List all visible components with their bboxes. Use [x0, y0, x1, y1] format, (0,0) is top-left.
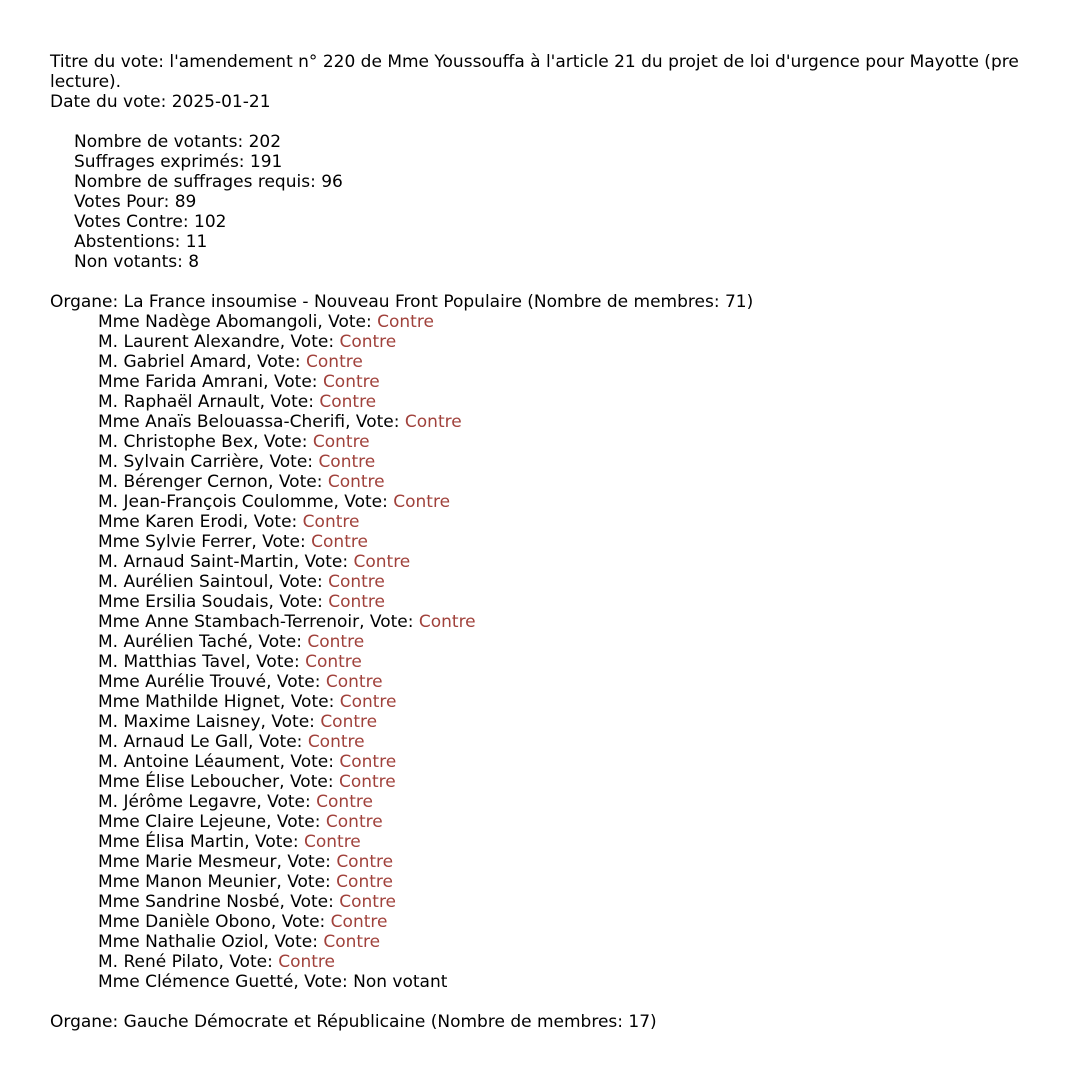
member-name: Mme Anaïs Belouassa-Cherifi: [98, 412, 346, 432]
member-row: [98, 712, 1080, 732]
member-row: [98, 652, 1080, 672]
vote-contre: Contre: [338, 772, 396, 792]
stat-non-votants: Non votants: 8: [74, 252, 200, 272]
vote-contre: Contre: [312, 432, 370, 452]
member-row: [98, 632, 1080, 652]
vote-label: , Vote:: [359, 612, 419, 632]
vote-contre: Contre: [320, 712, 378, 732]
member-row: [98, 492, 1080, 512]
vote-contre: Contre: [306, 352, 363, 372]
vote-label: , Vote:: [293, 972, 354, 992]
vote-contre: Contre: [336, 872, 393, 892]
member-row: [98, 912, 1080, 932]
vote-label: , Vote:: [259, 392, 320, 412]
vote-contre: Contre: [418, 612, 476, 632]
member-name: Mme Clémence Guetté: [98, 972, 294, 992]
member-name: Mme Farida Amrani: [98, 372, 264, 392]
vote-contre: Contre: [303, 832, 361, 852]
vote-label: , Vote:: [266, 672, 326, 692]
organe-section: [50, 1012, 1080, 1032]
member-row: [98, 452, 1080, 472]
vote-title-continuation: lecture).: [50, 72, 122, 92]
vote-label: , Vote:: [251, 532, 312, 552]
vote-date: Date du vote: 2025-01-21: [50, 92, 271, 112]
member-row: [98, 372, 1080, 392]
stat-suffrages-exprimes: Suffrages exprimés: 191: [74, 152, 283, 172]
vote-label: , Vote:: [279, 772, 339, 792]
organe-heading: Organe: La France insoumise - Nouveau Front Populaire (Nombre de membres: 71): [50, 292, 754, 312]
vote-title: Titre du vote: l'amendement n° 220 de Mme Youssouffa à l'article 21 du projet de loi d'urgence pour Mayotte (pre: [50, 52, 1019, 72]
vote-contre: Contre: [377, 312, 434, 332]
member-row: [98, 672, 1080, 692]
member-row: [98, 812, 1080, 832]
member-name: Mme Mathilde Hignet: [98, 692, 280, 712]
vote-label: , Vote:: [266, 812, 326, 832]
member-row: [98, 892, 1080, 912]
vote-label: , Vote:: [276, 872, 337, 892]
vote-contre: Contre: [325, 812, 383, 832]
member-name: M. Arnaud Le Gall: [98, 732, 249, 752]
member-name: M. Jérôme Legavre: [98, 792, 257, 812]
member-name: Mme Marie Mesmeur: [98, 852, 277, 872]
stat-abstentions: Abstentions: 11: [74, 232, 208, 252]
member-name: M. Sylvain Carrière: [98, 452, 259, 472]
vote-label: , Vote:: [246, 352, 307, 372]
organe-list: [50, 292, 1080, 1032]
member-row: [98, 472, 1080, 492]
vote-contre: Contre: [404, 412, 462, 432]
member-name: Mme Élise Leboucher: [98, 772, 280, 792]
vote-contre: Contre: [336, 852, 394, 872]
member-row: [98, 612, 1080, 632]
vote-contre: Contre: [328, 592, 386, 612]
vote-label: , Vote:: [279, 692, 340, 712]
vote-label: , Vote:: [279, 752, 340, 772]
vote-label: , Vote:: [263, 372, 323, 392]
vote-contre: Contre: [325, 672, 383, 692]
member-name: Mme Anne Stambach-Terrenoir: [98, 612, 360, 632]
member-name: Mme Sylvie Ferrer: [98, 532, 252, 552]
member-row: [98, 792, 1080, 812]
organe-heading: Organe: Gauche Démocrate et Républicaine (Nombre de membres: 17): [50, 1012, 657, 1032]
member-row: [98, 772, 1080, 792]
member-list: [50, 312, 1080, 992]
vote-label: , Vote:: [345, 412, 405, 432]
member-name: Mme Élisa Martin: [98, 832, 245, 852]
member-row: [98, 332, 1080, 352]
member-name: M. Bérenger Cernon: [98, 472, 269, 492]
member-name: M. Jean-François Coulomme: [98, 492, 334, 512]
organe-section: [50, 292, 1080, 992]
vote-label: , Vote:: [253, 432, 313, 452]
vote-contre: Contre: [327, 472, 385, 492]
member-row: [98, 932, 1080, 952]
member-name: M. Aurélien Taché: [98, 632, 248, 652]
vote-label: , Vote:: [263, 932, 324, 952]
member-name: Mme Danièle Obono: [98, 912, 271, 932]
vote-contre: Contre: [328, 572, 385, 592]
vote-contre: Contre: [339, 692, 397, 712]
member-name: M. Aurélien Saintoul: [98, 572, 269, 592]
vote-label: , Vote:: [317, 312, 378, 332]
member-row: [98, 732, 1080, 752]
member-name: M. Laurent Alexandre: [98, 332, 280, 352]
vote-contre: Contre: [339, 892, 397, 912]
member-row: [98, 312, 1080, 332]
vote-contre: Contre: [330, 912, 388, 932]
vote-contre: Contre: [278, 952, 336, 972]
vote-label: , Vote:: [258, 452, 319, 472]
vote-contre: Contre: [339, 752, 397, 772]
member-row: [98, 872, 1080, 892]
member-row: [98, 532, 1080, 552]
member-row: [98, 352, 1080, 372]
member-name: M. René Pilato: [98, 952, 219, 972]
member-row: [98, 852, 1080, 872]
vote-contre: Contre: [393, 492, 451, 512]
vote-contre: Contre: [302, 512, 360, 532]
vote-label: , Vote:: [244, 832, 304, 852]
vote-contre: Contre: [307, 632, 365, 652]
member-name: Mme Ersilia Soudais: [98, 592, 269, 612]
member-name: M. Christophe Bex: [98, 432, 254, 452]
vote-label: , Vote:: [268, 472, 328, 492]
member-row: [98, 552, 1080, 572]
member-name: M. Antoine Léaument: [98, 752, 280, 772]
member-name: Mme Nadège Abomangoli: [98, 312, 318, 332]
stat-votes-contre: Votes Contre: 102: [74, 212, 227, 232]
member-name: Mme Aurélie Trouvé: [98, 672, 267, 692]
member-row: [98, 692, 1080, 712]
member-name: M. Maxime Laisney: [98, 712, 261, 732]
vote-label: , Vote:: [268, 572, 329, 592]
vote-label: , Vote:: [256, 792, 317, 812]
stat-votants: Nombre de votants: 202: [74, 132, 282, 152]
member-name: M. Arnaud Saint-Martin: [98, 552, 294, 572]
member-name: M. Gabriel Amard: [98, 352, 247, 372]
member-row: [98, 392, 1080, 412]
member-name: Mme Manon Meunier: [98, 872, 277, 892]
vote-document: [50, 52, 1080, 1032]
member-name: M. Raphaël Arnault: [98, 392, 260, 412]
vote-label: , Vote:: [333, 492, 394, 512]
member-row: [98, 572, 1080, 592]
member-row: [98, 972, 1080, 992]
vote-stats: [50, 132, 1080, 272]
vote-label: , Vote:: [270, 912, 331, 932]
member-name: Mme Nathalie Oziol: [98, 932, 264, 952]
vote-label: , Vote:: [268, 592, 329, 612]
vote-label: , Vote:: [279, 332, 340, 352]
member-name: Mme Claire Lejeune: [98, 812, 267, 832]
member-row: [98, 752, 1080, 772]
vote-contre: Contre: [311, 532, 368, 552]
member-name: Mme Sandrine Nosbé: [98, 892, 280, 912]
vote-contre: Contre: [339, 332, 397, 352]
vote-contre: Contre: [323, 932, 381, 952]
vote-non-votant: Non votant: [353, 972, 448, 992]
vote-contre: Contre: [319, 392, 377, 412]
vote-label: , Vote:: [245, 652, 306, 672]
vote-label: , Vote:: [293, 552, 354, 572]
member-row: [98, 512, 1080, 532]
member-name: M. Matthias Tavel: [98, 652, 246, 672]
vote-contre: Contre: [307, 732, 365, 752]
member-row: [98, 832, 1080, 852]
vote-contre: Contre: [322, 372, 380, 392]
vote-label: , Vote:: [248, 732, 308, 752]
vote-label: , Vote:: [260, 712, 321, 732]
vote-contre: Contre: [305, 652, 362, 672]
vote-label: , Vote:: [276, 852, 337, 872]
vote-label: , Vote:: [247, 632, 308, 652]
vote-label: , Vote:: [279, 892, 340, 912]
member-row: [98, 412, 1080, 432]
vote-contre: Contre: [316, 792, 373, 812]
stat-votes-pour: Votes Pour: 89: [74, 192, 197, 212]
vote-contre: Contre: [353, 552, 411, 572]
member-row: [98, 592, 1080, 612]
member-name: Mme Karen Erodi: [98, 512, 243, 532]
member-row: [98, 952, 1080, 972]
vote-contre: Contre: [318, 452, 376, 472]
vote-label: , Vote:: [242, 512, 303, 532]
member-row: [98, 432, 1080, 452]
stat-suffrages-requis: Nombre de suffrages requis: 96: [74, 172, 343, 192]
vote-label: , Vote:: [218, 952, 279, 972]
